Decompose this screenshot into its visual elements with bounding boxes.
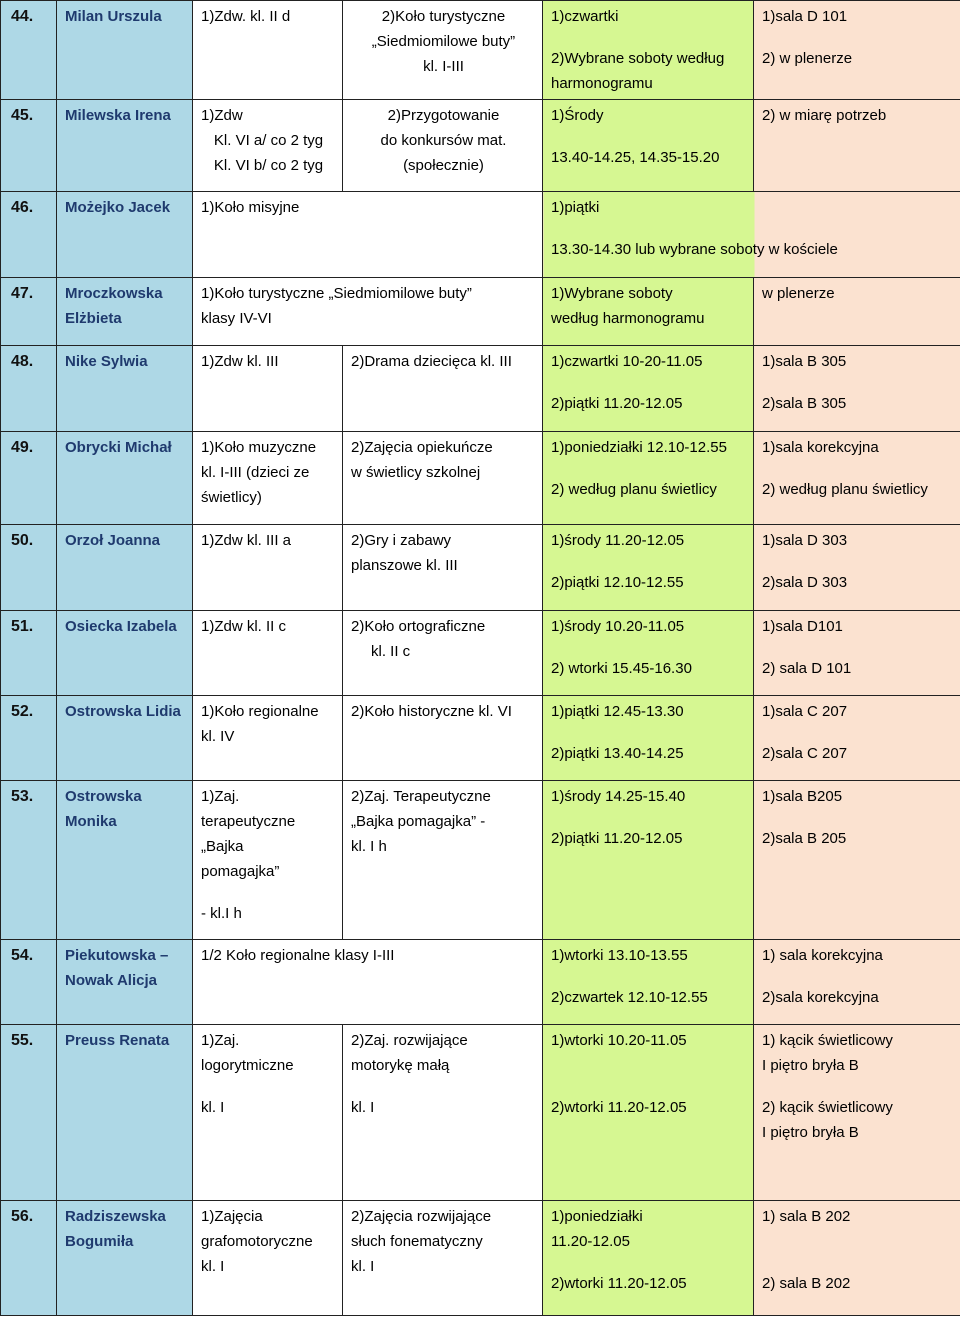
activity-1: 1)Zdw kl. III a (193, 525, 343, 611)
teacher-name: Milan Urszula (57, 1, 193, 100)
schedule-time: 1)poniedziałki 11.20-12.05 2)wtorki 11.20-12.05 (543, 1201, 754, 1316)
location: 2) w miarę potrzeb (754, 100, 960, 192)
location: 1)sala D 303 2)sala D 303 (754, 525, 960, 611)
table-row (1, 192, 960, 278)
teacher-name: Radziszewska Bogumiła (57, 1201, 193, 1316)
activity-1: 1)Koło regionalne kl. IV (193, 696, 343, 781)
teacher-name: Orzoł Joanna (57, 525, 193, 611)
location: 1)sala C 207 2)sala C 207 (754, 696, 960, 781)
activity-2: 2)Koło historyczne kl. VI (343, 696, 543, 781)
teacher-name: Milewska Irena (57, 100, 193, 192)
row-number: 50. (1, 525, 57, 611)
table-row (1, 525, 960, 611)
teacher-name: Nike Sylwia (57, 346, 193, 432)
activity-1: 1)Koło turystyczne „Siedmiomilowe buty” klasy IV-VI (193, 278, 543, 346)
activity-2: 2)Koło turystyczne „Siedmiomilowe buty” kl. I-III (343, 1, 543, 100)
teacher-name: Osiecka Izabela (57, 611, 193, 696)
activity-1: 1)Koło muzyczne kl. I-III (dzieci ze świetlicy) (193, 432, 343, 525)
location: 1) kącik świetlicowy I piętro bryła B 2) kącik świetlicowy I piętro bryła B (754, 1025, 960, 1201)
schedule-time: 1)Środy 13.40-14.25, 14.35-15.20 (543, 100, 754, 192)
row-number: 48. (1, 346, 57, 432)
row-number: 56. (1, 1201, 57, 1316)
activity-1: 1)Zdw. kl. II d (193, 1, 343, 100)
table-row (1, 432, 960, 525)
schedule-time: 1)piątki 12.45-13.30 2)piątki 13.40-14.25 (543, 696, 754, 781)
table-row (1, 100, 960, 192)
row-number: 52. (1, 696, 57, 781)
row-number: 54. (1, 940, 57, 1025)
location: 1)sala korekcyjna 2) według planu świetlicy (754, 432, 960, 525)
row-number: 55. (1, 1025, 57, 1201)
schedule-time: 1)poniedziałki 12.10-12.55 2) według planu świetlicy (543, 432, 754, 525)
teacher-name: Piekutowska – Nowak Alicja (57, 940, 193, 1025)
row-number: 49. (1, 432, 57, 525)
table-row (1, 346, 960, 432)
table-row (1, 781, 960, 940)
schedule-time: 1)środy 10.20-11.05 2) wtorki 15.45-16.30 (543, 611, 754, 696)
activity-1: 1/2 Koło regionalne klasy I-III (193, 940, 543, 1025)
table-row (1, 611, 960, 696)
row-number: 44. (1, 1, 57, 100)
location: 1) sala B 202 2) sala B 202 (754, 1201, 960, 1316)
row-number: 47. (1, 278, 57, 346)
location: 1) sala korekcyjna 2)sala korekcyjna (754, 940, 960, 1025)
schedule-time: 1)piątki 13.30-14.30 lub wybrane soboty w kościele (543, 192, 960, 278)
table-row (1, 1, 960, 100)
location: 1)sala B 305 2)sala B 305 (754, 346, 960, 432)
location: 1)sala D101 2) sala D 101 (754, 611, 960, 696)
row-number: 51. (1, 611, 57, 696)
table-row (1, 940, 960, 1025)
table-row (1, 1025, 960, 1201)
table-row (1, 1201, 960, 1316)
activity-1: 1)Zaj. terapeutyczne „Bajka pomagajka” - kl.I h (193, 781, 343, 940)
schedule-time: 1)czwartki 10-20-11.05 2)piątki 11.20-12.05 (543, 346, 754, 432)
location: 1)sala B205 2)sala B 205 (754, 781, 960, 940)
location: w plenerze (754, 278, 960, 346)
row-number: 53. (1, 781, 57, 940)
schedule-time: 1)wtorki 13.10-13.55 2)czwartek 12.10-12.55 (543, 940, 754, 1025)
activity-2: 2)Gry i zabawy planszowe kl. III (343, 525, 543, 611)
teacher-name: Obrycki Michał (57, 432, 193, 525)
row-number: 45. (1, 100, 57, 192)
activity-1: 1)Zdw kl. III (193, 346, 343, 432)
teacher-name: Możejko Jacek (57, 192, 193, 278)
schedule-time: 1)czwartki 2)Wybrane soboty według harmonogramu (543, 1, 754, 100)
activity-2: 2)Zajęcia opiekuńcze w świetlicy szkolnej (343, 432, 543, 525)
row-number: 46. (1, 192, 57, 278)
schedule-time: 1)Wybrane soboty według harmonogramu (543, 278, 754, 346)
schedule-time: 1)środy 14.25-15.40 2)piątki 11.20-12.05 (543, 781, 754, 940)
activity-2: 2)Zaj. Terapeutyczne „Bajka pomagajka” - kl. I h (343, 781, 543, 940)
table-row (1, 696, 960, 781)
activity-2: 2)Koło ortograficzne kl. II c (343, 611, 543, 696)
activity-1: 1)Zajęcia grafomotoryczne kl. I (193, 1201, 343, 1316)
table-row (1, 278, 960, 346)
activity-1: 1)Zaj. logorytmiczne kl. I (193, 1025, 343, 1201)
activity-1: 1)Zdw kl. II c (193, 611, 343, 696)
activity-2: 2)Drama dziecięca kl. III (343, 346, 543, 432)
activity-1: 1)Koło misyjne (193, 192, 543, 278)
location: 1)sala D 101 2) w plenerze (754, 1, 960, 100)
activity-1: 1)Zdw Kl. VI a/ co 2 tyg Kl. VI b/ co 2 tyg (193, 100, 343, 192)
schedule-time: 1)wtorki 10.20-11.05 2)wtorki 11.20-12.05 (543, 1025, 754, 1201)
schedule-time: 1)środy 11.20-12.05 2)piątki 12.10-12.55 (543, 525, 754, 611)
activity-2: 2)Przygotowanie do konkursów mat. (społecznie) (343, 100, 543, 192)
activity-2: 2)Zaj. rozwijające motorykę małą kl. I (343, 1025, 543, 1201)
teacher-name: Ostrowska Lidia (57, 696, 193, 781)
teacher-name: Mroczkowska Elżbieta (57, 278, 193, 346)
teacher-name: Ostrowska Monika (57, 781, 193, 940)
teacher-name: Preuss Renata (57, 1025, 193, 1201)
activity-2: 2)Zajęcia rozwijające słuch fonematyczny kl. I (343, 1201, 543, 1316)
